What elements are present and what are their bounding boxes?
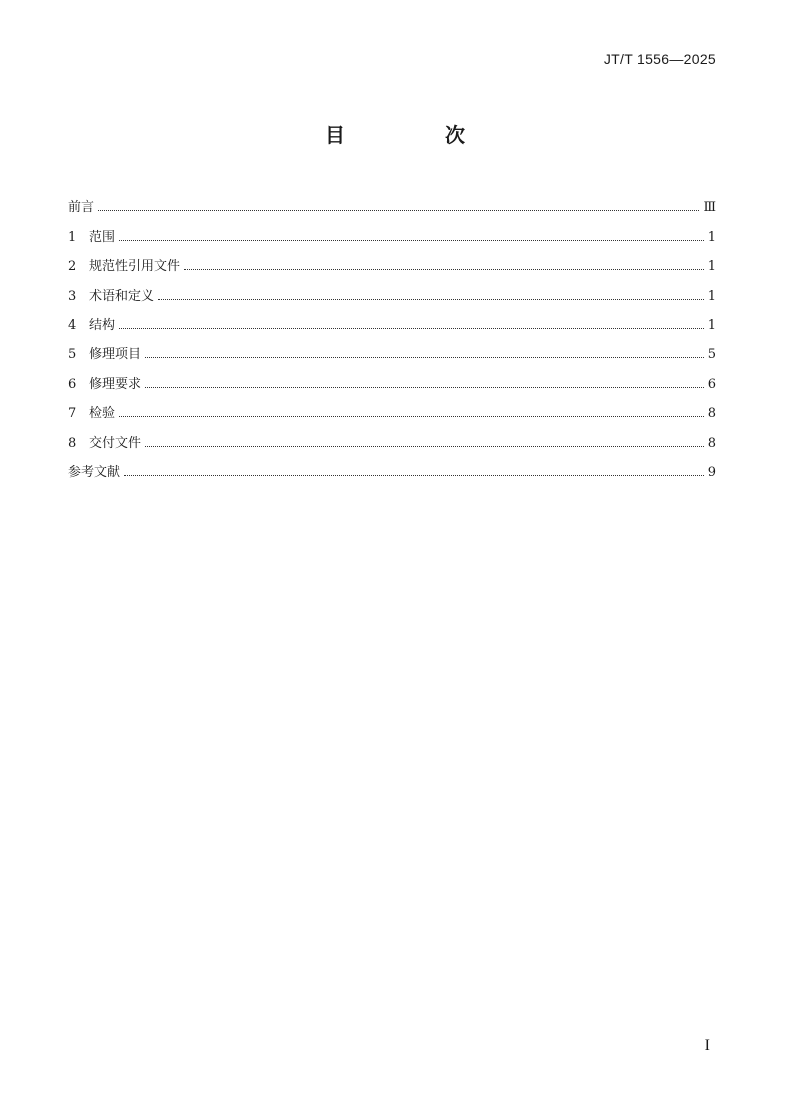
toc-page-number: 1 xyxy=(707,259,716,275)
toc-page-number: 5 xyxy=(707,347,716,363)
toc-section-number: 7 xyxy=(68,406,77,422)
toc-section-number: 8 xyxy=(68,435,77,451)
toc-label: 前言 xyxy=(68,200,95,216)
toc-entry-terms-definitions[interactable] xyxy=(68,274,716,303)
toc-entry-delivery-documents[interactable] xyxy=(68,421,716,450)
toc-leader-dots xyxy=(119,328,704,329)
toc-entry-inspection[interactable] xyxy=(68,392,716,421)
toc-entry-repair-items[interactable] xyxy=(68,333,716,362)
toc-label: 范围 xyxy=(89,229,116,245)
toc-page-number: 1 xyxy=(707,288,716,304)
table-of-contents xyxy=(68,186,716,480)
toc-entry-normative-references[interactable] xyxy=(68,245,716,274)
toc-label: 规范性引用文件 xyxy=(89,259,181,275)
page-title: 目 次 xyxy=(325,123,505,147)
toc-label: 修理要求 xyxy=(89,376,142,392)
toc-leader-dots xyxy=(124,475,704,476)
toc-label: 检验 xyxy=(89,406,116,422)
toc-label: 术语和定义 xyxy=(89,288,155,304)
toc-label: 修理项目 xyxy=(89,347,142,363)
toc-page-number: 9 xyxy=(707,464,716,480)
toc-page-number: 6 xyxy=(707,376,716,392)
toc-entry-foreword[interactable] xyxy=(68,186,716,215)
toc-page-number: Ⅲ xyxy=(703,200,716,216)
toc-entry-bibliography[interactable] xyxy=(68,451,716,480)
toc-leader-dots xyxy=(119,416,704,417)
toc-leader-dots xyxy=(158,299,704,300)
toc-leader-dots xyxy=(184,269,704,270)
toc-leader-dots xyxy=(145,446,704,447)
toc-leader-dots xyxy=(119,240,704,241)
toc-label: 结构 xyxy=(89,317,116,333)
toc-entry-scope[interactable] xyxy=(68,215,716,244)
toc-page-number: 8 xyxy=(707,406,716,422)
toc-leader-dots xyxy=(145,357,704,358)
toc-label: 参考文献 xyxy=(68,464,121,480)
toc-page-number: 1 xyxy=(707,317,716,333)
standard-code: JT/T 1556—2025 xyxy=(603,51,716,67)
toc-section-number: 4 xyxy=(68,317,77,333)
toc-page-number: 1 xyxy=(707,229,716,245)
toc-page-number: 8 xyxy=(707,435,716,451)
toc-entry-repair-requirements[interactable] xyxy=(68,362,716,391)
toc-entry-structure[interactable] xyxy=(68,304,716,333)
page-number: I xyxy=(704,1037,710,1054)
toc-section-number: 3 xyxy=(68,288,77,304)
toc-section-number: 2 xyxy=(68,259,77,275)
toc-leader-dots xyxy=(98,210,699,211)
toc-section-number: 6 xyxy=(68,376,77,392)
toc-leader-dots xyxy=(145,387,704,388)
toc-section-number: 5 xyxy=(68,347,77,363)
toc-section-number: 1 xyxy=(68,229,77,245)
toc-label: 交付文件 xyxy=(89,435,142,451)
